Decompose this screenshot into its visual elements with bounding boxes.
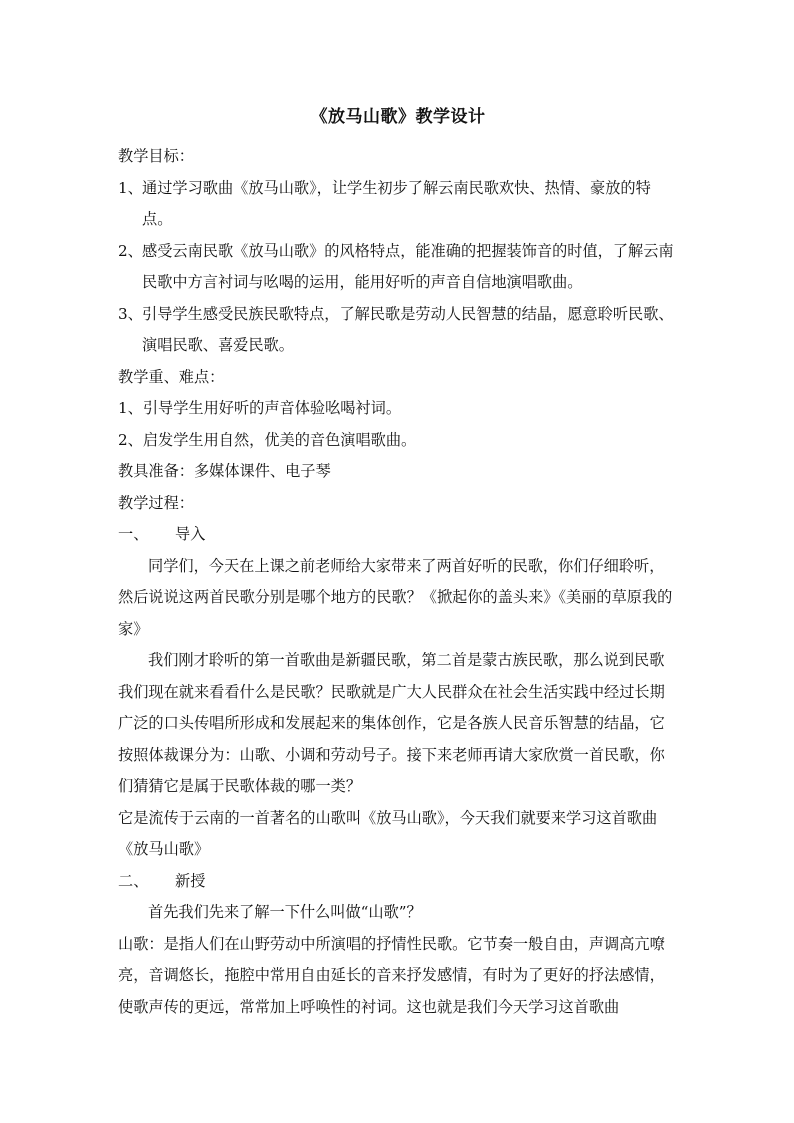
section-heading-new-lesson bbox=[118, 866, 678, 898]
paragraph-intro-3: 它是流传于云南的一首著名的山歌叫《放马山歌》，今天我们就要来学习这首歌曲《放马山歌》 bbox=[118, 808, 658, 858]
document-body bbox=[118, 105, 678, 1023]
paragraph-intro-2: 我们刚才聆听的第一首歌曲是新疆民歌，第二首是蒙古族民歌，那么说到民歌我们现在就来看看什么是民歌？民歌就是广大人民群众在社会生活实践中经过长期广泛的口头传唱所形成和发展起来的集体创作，它是各族人民音乐智慧的结晶，它按照体裁课分为：山歌、小调和劳动号子。接下来老师再请大家欣赏一首民歌，你们猜猜它是属于民歌体裁的哪一类？ bbox=[118, 651, 665, 795]
paragraph-intro-1: 同学们，今天在上课之前老师给大家带来了两首好听的民歌，你们仔细聆听，然后说说这两首民歌分别是哪个地方的民歌？《掀起你的盖头来》《美丽的草原我的家》 bbox=[118, 556, 673, 638]
paragraph-new-2: 山歌：是指人们在山野劳动中所演唱的抒情性民歌。它节奏一般自由，声调高亢嘹亮，音调悠长，拖腔中常用自由延长的音来抒发感情，有时为了更好的抒法感情，使歌声传的更远，常常加上呼唤性的衬词。这也就是我们今天学习这首歌曲 bbox=[118, 934, 665, 1016]
objective-number: 2、 bbox=[118, 241, 143, 260]
objective-text: 引导学生感受民族民歌特点，了解民歌是劳动人民智慧的结晶，愿意聆听民歌、演唱民歌、喜爱民歌。 bbox=[142, 304, 674, 354]
paragraph-new-1: 首先我们先来了解一下什么叫做“山歌”？ bbox=[148, 903, 422, 921]
section-heading-intro bbox=[118, 519, 678, 551]
objectives-heading: 教学目标： bbox=[118, 147, 194, 165]
section-number: 一、 bbox=[118, 525, 149, 543]
section-label: 新授 bbox=[175, 871, 206, 890]
teaching-tools: 教具准备：多媒体课件、电子琴 bbox=[118, 462, 331, 480]
section-label: 导入 bbox=[175, 525, 206, 543]
objective-item-2 bbox=[118, 236, 678, 299]
objective-item-3 bbox=[118, 299, 678, 362]
objective-text: 感受云南民歌《放马山歌》的风格特点，能准确的把握装饰音的时值，了解云南民歌中方言衬词与吆喝的运用，能用好听的声音自信地演唱歌曲。 bbox=[142, 241, 674, 291]
objective-number: 3、 bbox=[118, 304, 143, 323]
section-number: 二、 bbox=[118, 871, 149, 890]
objective-text: 通过学习歌曲《放马山歌》，让学生初步了解云南民歌欢快、热情、豪放的特点。 bbox=[142, 178, 651, 228]
key-points-heading: 教学重、难点： bbox=[118, 367, 225, 386]
document-title: 《放马山歌》教学设计 bbox=[310, 107, 486, 127]
objective-number: 1、 bbox=[118, 178, 143, 197]
key-point-item-2: 2、启发学生用自然，优美的音色演唱歌曲。 bbox=[118, 430, 417, 449]
process-heading: 教学过程： bbox=[118, 493, 194, 512]
objective-item-1 bbox=[118, 173, 678, 236]
key-point-item-1: 1、引导学生用好听的声音体验吆喝衬词。 bbox=[118, 399, 402, 417]
